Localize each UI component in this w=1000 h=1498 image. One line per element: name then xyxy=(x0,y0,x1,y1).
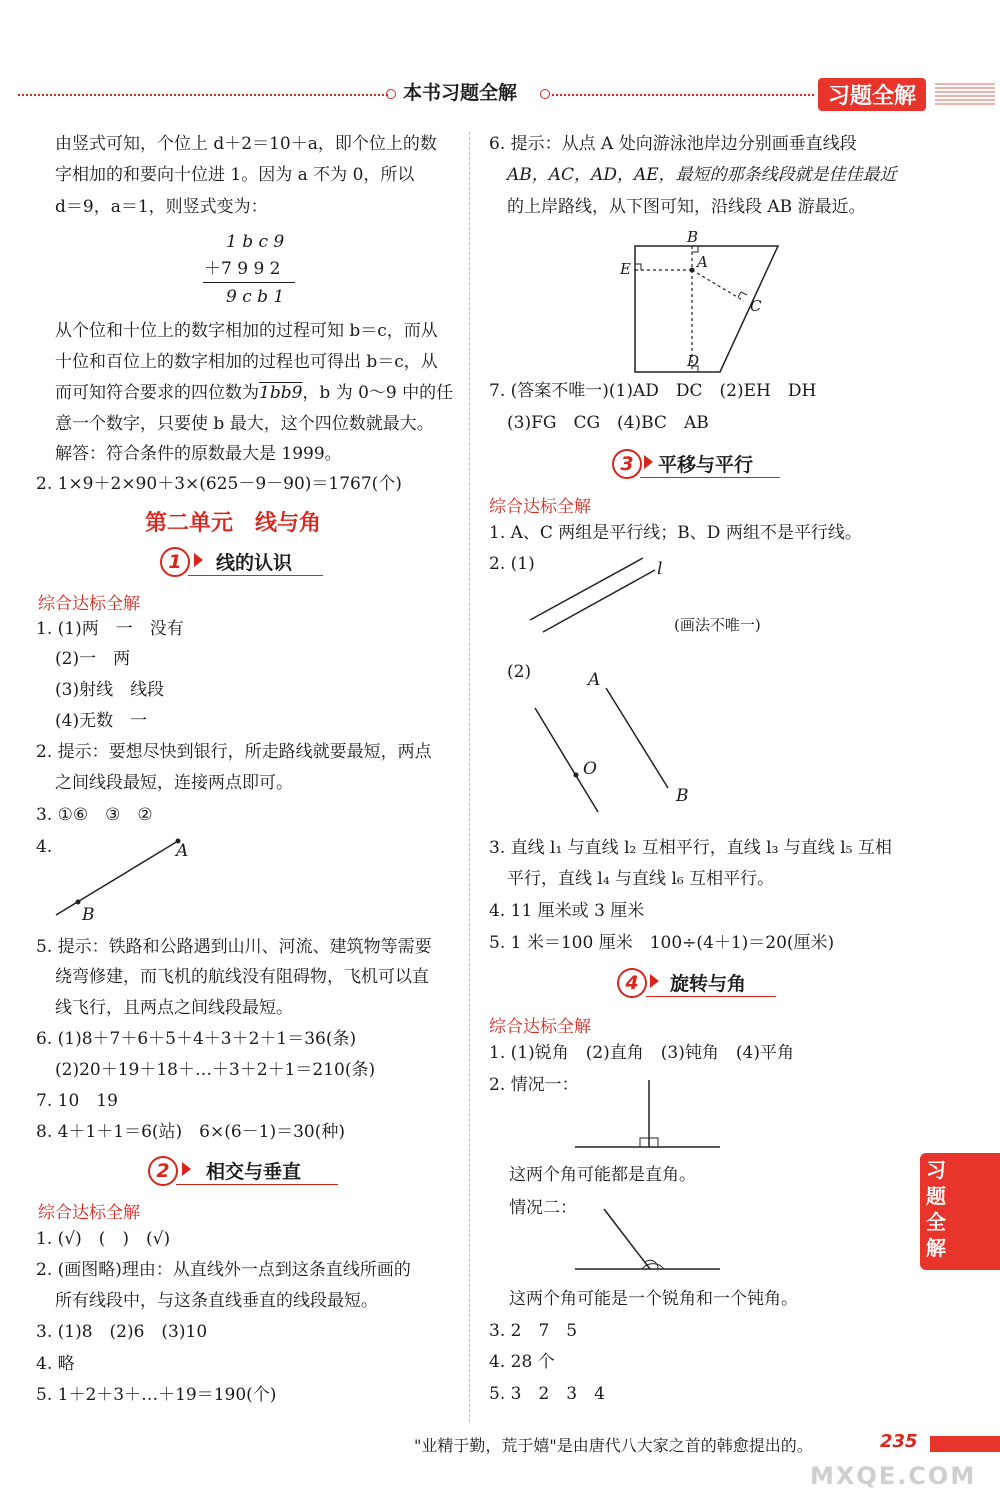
answer-line: 3. 2 7 5 xyxy=(489,1321,578,1341)
subsection-heading: 综合达标全解 xyxy=(38,594,140,614)
answer-line: 3. ①⑥ ③ ② xyxy=(36,805,153,825)
parallel-lines-figure-2 xyxy=(530,680,680,820)
left-text-line: 从个位和十位上的数字相加的过程可知 b＝c，而从 xyxy=(55,321,438,341)
section-number-badge: 4 xyxy=(617,968,647,998)
section-title: 旋转与角 xyxy=(670,973,747,995)
subsection-heading: 综合达标全解 xyxy=(489,497,591,517)
answer-line: 4. 11 厘米或 3 厘米 xyxy=(489,901,645,921)
answer-line: 2. 提示：要想尽快到银行，所走路线就要最短，两点 xyxy=(36,742,432,762)
section-number-badge: 1 xyxy=(160,547,190,577)
section-underline xyxy=(176,1184,338,1185)
answer-line: 5. 1 米＝100 厘米 100÷(4＋1)＝20(厘米) xyxy=(489,933,835,953)
answer-line: 7. (答案不唯一)(1)AD DC (2)EH DH xyxy=(489,381,817,401)
answer-note: 情况二： xyxy=(509,1198,577,1218)
answer-line: 所有线段中，与这条直线垂直的线段最短。 xyxy=(55,1291,378,1311)
overlined-number: 1bb9 xyxy=(259,383,303,403)
section-arrow-icon xyxy=(650,974,659,988)
figure-label: D xyxy=(687,352,700,370)
answer-line: 平行，直线 l₄ 与直线 l₆ 互相平行。 xyxy=(507,869,775,889)
angle-figure-case-2 xyxy=(570,1203,730,1278)
figure-label: l xyxy=(657,559,663,579)
unit-title: 第二单元 线与角 xyxy=(145,511,322,536)
figure-label: A xyxy=(176,841,189,861)
angle-arc xyxy=(642,1264,664,1269)
section-arrow-icon xyxy=(644,455,653,469)
point-A xyxy=(690,268,695,273)
section-title: 平移与平行 xyxy=(658,454,754,476)
section-title: 相交与垂直 xyxy=(206,1161,302,1183)
footer-bar xyxy=(930,1436,1000,1452)
answer-line: 1. (1)两 一 没有 xyxy=(36,619,184,639)
answer-line: 2. (画图略)理由：从直线外一点到这条直线所画的 xyxy=(36,1260,411,1280)
text-segment: 而可知符合要求的四位数为 xyxy=(55,383,259,403)
figure-label: B xyxy=(687,228,699,246)
figure-label: B xyxy=(676,786,689,806)
left-text-line-6 xyxy=(55,382,453,404)
answer-line: 的上岸路线，从下图可知，沿线段 AB 游最近。 xyxy=(507,197,866,217)
answer-note: 这两个角可能都是直角。 xyxy=(509,1165,696,1185)
left-text-line: d＝9，a＝1，则竖式变为： xyxy=(55,197,268,217)
point-B xyxy=(76,900,81,905)
answer-line: 1. A、C 两组是平行线；B、D 两组不是平行线。 xyxy=(489,523,862,543)
footer-quote: "业精于勤，荒于嬉"是由唐代八大家之首的韩愈提出的。 xyxy=(414,1436,813,1455)
subsection-heading: 综合达标全解 xyxy=(489,1017,591,1037)
answer-line: 线飞行，且两点之间线段最短。 xyxy=(55,998,293,1018)
figure-label: O xyxy=(583,759,597,779)
pool-figure xyxy=(620,232,800,382)
section-underline xyxy=(646,996,776,997)
section-underline xyxy=(640,477,780,478)
figure-label: A xyxy=(588,670,601,690)
answer-line: (4)无数 一 xyxy=(55,711,148,731)
answer-2: 2. 1×9＋2×90＋3×(625－9－90)＝1767(个) xyxy=(36,474,402,494)
right-angle-mark xyxy=(635,264,641,270)
left-text-line: 字相加的和要向十位进 1。因为 a 不为 0，所以 xyxy=(55,165,415,185)
right-angle-mark xyxy=(640,1138,649,1147)
parallel-lines-figure-1 xyxy=(525,550,665,640)
section-arrow-icon xyxy=(194,553,203,567)
header-rule-left xyxy=(18,94,388,96)
column-divider xyxy=(469,132,470,1422)
parallel-line xyxy=(543,570,655,632)
answer-line: 1. (1)锐角 (2)直角 (3)钝角 (4)平角 xyxy=(489,1043,794,1063)
vertical-calc-row-2: ＋7 9 9 2 xyxy=(204,259,281,279)
answer-line: 6. (1)8＋7＋6＋5＋4＋3＋2＋1＝36(条) xyxy=(36,1029,357,1049)
angle-figure-case-1 xyxy=(570,1075,730,1155)
answer-line: 5. 提示：铁路和公路遇到山川、河流、建筑物等需要 xyxy=(36,937,432,957)
left-text-line: 意一个数字，只要使 b 最大，这个四位数就最大。 xyxy=(55,414,434,434)
answer-line: 2. (1) xyxy=(489,554,535,574)
answer-line: (2) xyxy=(507,662,532,682)
answer-line: 3. (1)8 (2)6 (3)10 xyxy=(36,1322,208,1342)
right-angle-mark xyxy=(738,292,747,297)
right-angle-mark xyxy=(649,1138,658,1147)
answer-line: 1. (√) ( ) (√) xyxy=(36,1229,171,1249)
figure-label: C xyxy=(750,297,762,315)
left-text-line: 十位和百位上的数字相加的过程也可得出 b＝c，从 xyxy=(55,352,438,372)
answer-line: 4. 略 xyxy=(36,1354,75,1374)
answer-line: 8. 4＋1＋1＝6(站) 6×(6－1)＝30(种) xyxy=(36,1122,346,1142)
header-badge: 习题全解 xyxy=(818,78,926,111)
section-number-badge: 3 xyxy=(612,449,642,479)
section-arrow-icon xyxy=(182,1162,191,1176)
section-title: 线的认识 xyxy=(216,552,293,574)
line-AB xyxy=(606,688,668,788)
header-dot-left xyxy=(386,89,396,99)
left-text-line: 解答：符合条件的原数最大是 1999。 xyxy=(55,444,342,464)
answer-line: AB，AC，AD，AE，最短的那条线段就是佳佳最近 xyxy=(507,165,897,185)
vertical-calc-rule xyxy=(203,282,295,283)
answer-line: 之间线段最短，连接两点即可。 xyxy=(55,773,293,793)
header-stripes xyxy=(935,83,995,105)
answer-line: 2. 情况一： xyxy=(489,1075,579,1095)
watermark: MXQE.COM xyxy=(810,1462,977,1490)
answer-line: (2)一 两 xyxy=(55,649,131,669)
answer-line: (2)20＋19＋18＋…＋3＋2＋1＝210(条) xyxy=(55,1060,376,1080)
answer-line: (3)FG CG (4)BC AB xyxy=(507,413,709,433)
side-tab-char: 全 xyxy=(926,1210,946,1234)
answer-line: 4. 28 个 xyxy=(489,1352,555,1372)
segment-line xyxy=(56,841,178,915)
header-dot-right xyxy=(540,89,550,99)
answer-line: 3. 直线 l₁ 与直线 l₂ 互相平行，直线 l₃ 与直线 l₅ 互相 xyxy=(489,838,892,858)
answer-line: 7. 10 19 xyxy=(36,1091,118,1111)
figure-label: A xyxy=(697,253,708,271)
answer-note: 这两个角可能是一个锐角和一个钝角。 xyxy=(509,1289,798,1309)
answer-line: 绕弯修建，而飞机的航线没有阻碍物，飞机可以直 xyxy=(55,967,429,987)
section-underline xyxy=(188,575,323,576)
figure-label: B xyxy=(82,905,95,925)
left-text-line: 由竖式可知，个位上 d＋2＝10＋a，即个位上的数 xyxy=(55,134,437,154)
section-number-badge: 2 xyxy=(148,1156,178,1186)
answer-line: 5. 3 2 3 4 xyxy=(489,1384,605,1404)
answer-line: (3)射线 线段 xyxy=(55,680,165,700)
vertical-calc-row-3: 9 c b 1 xyxy=(226,287,285,307)
segment-AC xyxy=(692,270,744,301)
answer-line: 6. 提示：从点 A 处向游泳池岸边分别画垂直线段 xyxy=(489,134,857,154)
side-tab-char: 题 xyxy=(926,1184,946,1208)
subsection-heading: 综合达标全解 xyxy=(38,1203,140,1223)
side-tab-char: 解 xyxy=(926,1236,946,1260)
figure-note: (画法不唯一) xyxy=(674,616,761,634)
line-l xyxy=(530,558,643,620)
slanted-ray xyxy=(604,1209,650,1269)
page-number: 235 xyxy=(880,1431,918,1452)
text-segment: ，b 为 0～9 中的任 xyxy=(302,383,454,403)
header-rule-right xyxy=(552,94,814,96)
answer-line: 4. xyxy=(36,837,53,857)
side-tab-char: 习 xyxy=(926,1158,946,1182)
header-title: 本书习题全解 xyxy=(403,82,518,104)
point-O xyxy=(574,773,579,778)
vertical-calc-row-1: 1 b c 9 xyxy=(226,232,285,252)
figure-label: E xyxy=(620,260,631,278)
answer-line: 5. 1＋2＋3＋…＋19＝190(个) xyxy=(36,1385,277,1405)
